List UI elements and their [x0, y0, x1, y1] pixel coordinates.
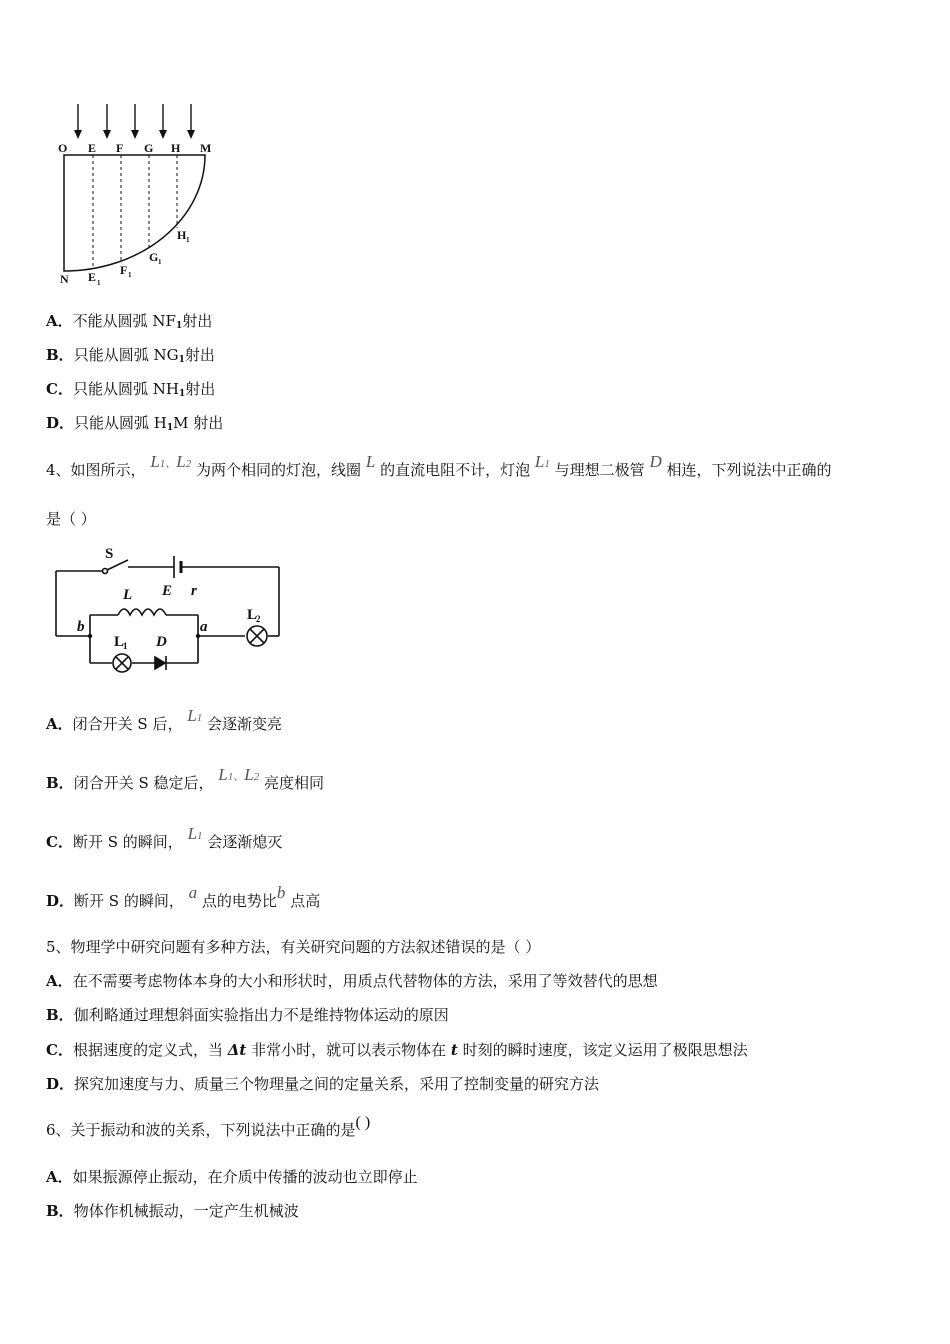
- formula-l1: L1: [534, 452, 550, 471]
- q3-option-c: [46, 379, 215, 404]
- formula-l1-l2: L1、L2: [150, 452, 192, 471]
- option-letter: B．: [46, 1006, 74, 1024]
- option-text: 如果振源停止振动，在介质中传播的波动也立即停止: [72, 1168, 418, 1186]
- option-text-end: 射出: [182, 312, 213, 330]
- option-letter: C．: [46, 833, 73, 851]
- q5-stem: 5、物理学中研究问题有多种方法，有关研究问题的方法叙述错误的是（ ）: [46, 938, 541, 956]
- q4-stem: [46, 452, 832, 482]
- option-letter: D．: [46, 1075, 75, 1093]
- label-g: G: [144, 141, 154, 155]
- label-l1: L: [114, 634, 125, 650]
- option-text-end: 会逐渐熄灭: [207, 833, 283, 851]
- option-text: 断开 S 的瞬间，: [72, 833, 183, 851]
- formula-delta-t: Δt: [227, 1041, 247, 1059]
- label-r: r: [191, 583, 197, 599]
- label-l1-sub: 1: [123, 641, 128, 651]
- q4-text-2: 的直流电阻不计，灯泡: [380, 461, 531, 479]
- formula-l1: L1: [187, 824, 203, 843]
- label-l2-sub: 2: [256, 614, 261, 624]
- option-letter: B．: [46, 1202, 74, 1220]
- label-h1-sub: 1: [186, 236, 190, 244]
- label-h: H: [171, 141, 181, 155]
- q4-text-1: 为两个相同的灯泡，线圈: [196, 461, 362, 479]
- q4-option-d: [46, 883, 321, 911]
- option-text-end: 射出: [184, 346, 215, 364]
- option-text-end: 点高: [290, 892, 321, 910]
- option-text: 在不需要考虑物体本身的大小和形状时，用质点代替物体的方法，采用了等效替代的思想: [72, 972, 658, 990]
- inductor-coil: [118, 609, 166, 615]
- subscript: 1: [178, 389, 186, 399]
- option-letter: A．: [46, 1168, 73, 1186]
- label-s: S: [105, 546, 114, 562]
- option-letter: B．: [46, 346, 74, 364]
- option-text: 断开 S 的瞬间，: [74, 892, 184, 910]
- option-text: 只能从圆弧 H: [74, 414, 167, 432]
- q6-stem: [46, 1114, 371, 1141]
- option-text: 只能从圆弧 NG: [73, 346, 179, 364]
- label-l2: L: [247, 607, 258, 623]
- q3-option-a: [46, 311, 212, 336]
- q4-option-c: [46, 824, 283, 854]
- q5-option-b: [46, 1005, 449, 1025]
- q5-option-d: [46, 1074, 599, 1094]
- formula-a: a: [188, 883, 198, 902]
- option-text: 闭合开关 S 后，: [72, 715, 183, 733]
- option-text-end: 时刻的瞬时速度，该定义运用了极限思想法: [457, 1041, 748, 1059]
- formula-l1: L1: [187, 706, 203, 725]
- label-e: E: [88, 141, 97, 155]
- option-letter: C．: [46, 1041, 73, 1059]
- q5-option-c: [46, 1040, 748, 1060]
- subscript: 1: [178, 355, 185, 365]
- formula-t: t: [450, 1041, 458, 1059]
- q4-number: 4、如图所示，: [46, 461, 146, 479]
- option-text: 闭合开关 S 稳定后，: [73, 774, 214, 792]
- q6-option-a: [46, 1167, 418, 1187]
- formula-b: b: [276, 883, 286, 902]
- label-h1: H: [177, 228, 187, 242]
- quarter-circle-outline: [64, 155, 205, 271]
- subscript: 1: [175, 321, 183, 331]
- option-letter: A．: [46, 715, 73, 733]
- option-letter: B．: [46, 774, 74, 792]
- label-f1: F: [120, 263, 128, 277]
- label-b: b: [77, 619, 85, 635]
- label-f: F: [116, 141, 124, 155]
- q6-option-b: [46, 1201, 299, 1221]
- q6-stem-text: 6、关于振动和波的关系，下列说法中正确的是: [46, 1121, 356, 1139]
- option-letter: A．: [46, 972, 73, 990]
- formula-d: D: [649, 452, 662, 471]
- option-text-mid: 非常小时，就可以表示物体在: [246, 1041, 451, 1059]
- q4-option-a: [46, 706, 283, 736]
- formula-l: L: [365, 452, 376, 471]
- answer-paren: ( ): [355, 1114, 371, 1131]
- q3-option-d: [46, 413, 223, 438]
- circuit-diagram: [50, 545, 290, 675]
- option-text: 物体作机械振动，一定产生机械波: [73, 1202, 299, 1220]
- q4-stem-line2: 是（ ）: [46, 510, 96, 528]
- option-text-end: M 射出: [173, 414, 224, 432]
- diode-d: [155, 657, 165, 669]
- option-text: 不能从圆弧 NF: [72, 312, 176, 330]
- label-g1: G: [149, 250, 159, 264]
- label-g1-sub: 1: [158, 258, 162, 266]
- option-text-end: 亮度相同: [264, 774, 325, 792]
- option-text: 根据速度的定义式，当: [72, 1041, 228, 1059]
- option-letter: A．: [46, 312, 73, 330]
- option-text: 探究加速度与力、质量三个物理量之间的定量关系，采用了控制变量的研究方法: [74, 1075, 600, 1093]
- option-letter: D．: [46, 892, 75, 910]
- q3-option-b: [46, 345, 215, 370]
- label-n: N: [60, 272, 69, 286]
- q4-option-b: [46, 765, 325, 795]
- option-letter: D．: [46, 414, 75, 432]
- label-e: E: [162, 583, 173, 599]
- subscript: 1: [166, 423, 174, 433]
- label-o: O: [58, 141, 68, 155]
- label-f1-sub: 1: [128, 271, 132, 279]
- label-e1-sub: 1: [97, 279, 101, 287]
- label-m: M: [200, 141, 212, 155]
- option-text: 只能从圆弧 NH: [72, 380, 179, 398]
- q5-option-a: [46, 971, 658, 991]
- option-text: 伽利略通过理想斜面实验指出力不是维持物体运动的原因: [73, 1006, 449, 1024]
- option-letter: C．: [46, 380, 73, 398]
- option-text-end: 射出: [185, 380, 216, 398]
- figure-quarter-circle: [50, 100, 220, 290]
- option-text-end: 会逐渐变亮: [207, 715, 283, 733]
- formula-l1-l2: L1、L2: [218, 765, 260, 784]
- q4-text-3: 与理想二极管: [554, 461, 645, 479]
- label-d: D: [156, 634, 167, 650]
- label-e1: E: [88, 270, 97, 284]
- option-text-mid: 点的电势比: [201, 892, 277, 910]
- label-l: L: [123, 587, 133, 603]
- q4-text-4: 相连，下列说法中正确的: [666, 461, 832, 479]
- label-a: a: [200, 619, 208, 635]
